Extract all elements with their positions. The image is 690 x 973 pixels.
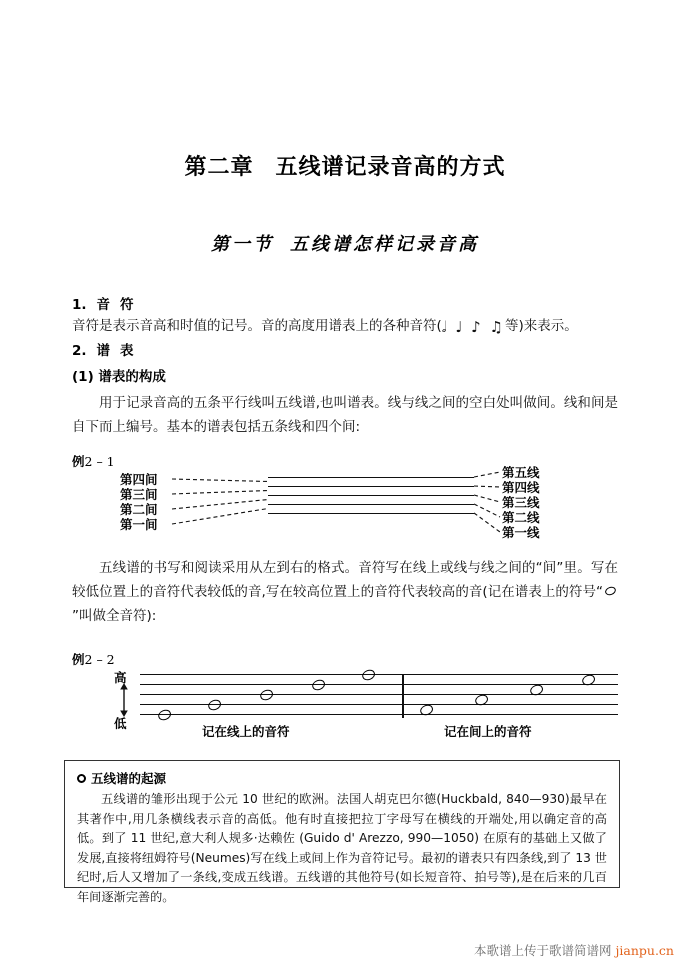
- reading-direction-text-b: ”叫做全音符):: [72, 608, 157, 624]
- item-1-title-b: 符: [120, 297, 134, 313]
- line-label-3: 第三线: [502, 495, 540, 510]
- space-label-4: 第四间: [120, 472, 158, 487]
- staff-line-4: [268, 486, 474, 487]
- example-2-2-label-number: 2 – 2: [84, 652, 115, 667]
- line-label-5: 第五线: [502, 465, 540, 480]
- example-2-2-caption-lines: 记在线上的音符: [202, 724, 290, 739]
- line-label-1: 第一线: [502, 525, 540, 540]
- example-2-2-label-prefix: 例: [72, 652, 85, 667]
- example-2-2-staff: [140, 674, 618, 720]
- staff-line-2: [268, 504, 474, 505]
- origin-box-heading: [77, 769, 607, 787]
- reading-direction-text-a: 五线谱的书写和阅读采用从左到右的格式。音符写在线上或线与线之间的“间”里。写在较低位置上的音符代表较低的音,写在较高位置上的音符代表较高的音(记在谱表上的符号: [72, 560, 618, 600]
- space-label-3: 第三间: [120, 487, 158, 502]
- paragraph-staff-structure: 用于记录音高的五条平行线叫五线谱,也叫谱表。线与线之间的空白处叫做间。线和间是自下而上编号。基本的谱表包括五条线和四个间:: [72, 395, 618, 435]
- example-2-1-space-labels: [120, 472, 158, 532]
- staff2-line-4: [140, 684, 618, 685]
- item-2-title-b: 表: [120, 343, 134, 359]
- heading-item-2: [72, 340, 618, 362]
- chapter-title-number: 第二章: [184, 155, 254, 180]
- line-label-4: 第四线: [502, 480, 540, 495]
- whole-note-on-line-3: [259, 688, 275, 702]
- whole-note-on-line-1: [157, 708, 173, 722]
- heading-item-1: [72, 294, 618, 316]
- notes-definition-text-a: 音符是表示音高和时值的记号。音的高度用谱表上的各种音符(: [72, 318, 442, 334]
- example-2-2-caption-spaces: 记在间上的音符: [444, 724, 532, 739]
- axis-label-high: 高: [114, 670, 127, 685]
- example-2-1-label-number: 2 – 1: [84, 454, 115, 469]
- watermark: [474, 941, 674, 959]
- space-label-2: 第二间: [120, 502, 158, 517]
- pitch-direction-arrow-icon: [118, 683, 130, 717]
- staff2-barline: [402, 674, 404, 718]
- origin-box-body: 五线谱的雏形出现于公元 10 世纪的欧洲。法国人胡克巴尔德(Huckbald, 840—930)最早在其著作中,用几条横线表示音的高低。他有时直接把拉丁字母写在横线的开端处,用以确定音的高低。到了 11 世纪,意大利人规多·达赖佐 (Guido d' Arezzo, 990—1050) 在原有的基础上又做了发展,直接将纽姆符号(Neumes)写在线上或间上作为音符记号。最初的谱表只有四条线,到了 13 世纪时,后人又增加了一条线,变成五线谱。五线谱的其他符号(如长短音符、拍号等),是在后来的几百年间逐渐完善的。: [77, 792, 607, 904]
- watermark-site: jianpu.cn: [615, 943, 674, 958]
- example-2-1-staff: [268, 477, 474, 517]
- origin-box-heading-text: 五线谱的起源: [91, 771, 167, 786]
- staff2-line-1: [140, 714, 618, 715]
- whole-note-on-line-5: [361, 668, 377, 682]
- staff-line-1: [268, 513, 474, 514]
- example-2-1-label-prefix: 例: [72, 454, 85, 469]
- item-1-title-a: 音: [96, 297, 111, 313]
- paragraph-notes-definition: [72, 314, 618, 339]
- item-1-number: 1.: [72, 297, 87, 313]
- heading-item-2-1: (1) 谱表的构成: [72, 369, 166, 385]
- chapter-title-text: 五线谱记录音高的方式: [275, 155, 506, 180]
- notes-definition-text-b: 等)来表示。: [504, 318, 578, 334]
- example-2-1-diagram: [72, 450, 618, 550]
- paragraph-reading-direction: [72, 556, 618, 628]
- line-label-2: 第二线: [502, 510, 540, 525]
- section-title-text: 五线谱怎样记录音高: [290, 234, 479, 255]
- space-label-1: 第一间: [120, 517, 158, 532]
- section-title: [0, 230, 690, 256]
- staff-line-5: [268, 477, 474, 478]
- whole-note-on-line-2: [207, 698, 223, 712]
- origin-callout-box: [64, 760, 620, 904]
- example-2-2-diagram: [72, 652, 618, 744]
- chapter-title: [0, 150, 690, 181]
- example-2-1-line-labels: [502, 465, 540, 540]
- ring-bullet-icon: [77, 774, 86, 783]
- staff-line-3: [268, 495, 474, 496]
- note-symbols-icon: 𝅗𝅥 ♩ ♪ ♫: [441, 318, 505, 336]
- staff2-line-5: [140, 674, 618, 675]
- whole-note-icon: [604, 585, 617, 596]
- quote-open: “: [596, 584, 603, 600]
- item-2-title-a: 谱: [96, 343, 111, 359]
- whole-note-on-line-4: [311, 678, 327, 692]
- watermark-text: 本歌谱上传于歌谱简谱网: [474, 943, 612, 958]
- staff2-line-3: [140, 694, 618, 695]
- item-2-number: 2.: [72, 343, 87, 359]
- axis-label-low: 低: [114, 716, 127, 731]
- section-title-number: 第一节: [211, 234, 274, 255]
